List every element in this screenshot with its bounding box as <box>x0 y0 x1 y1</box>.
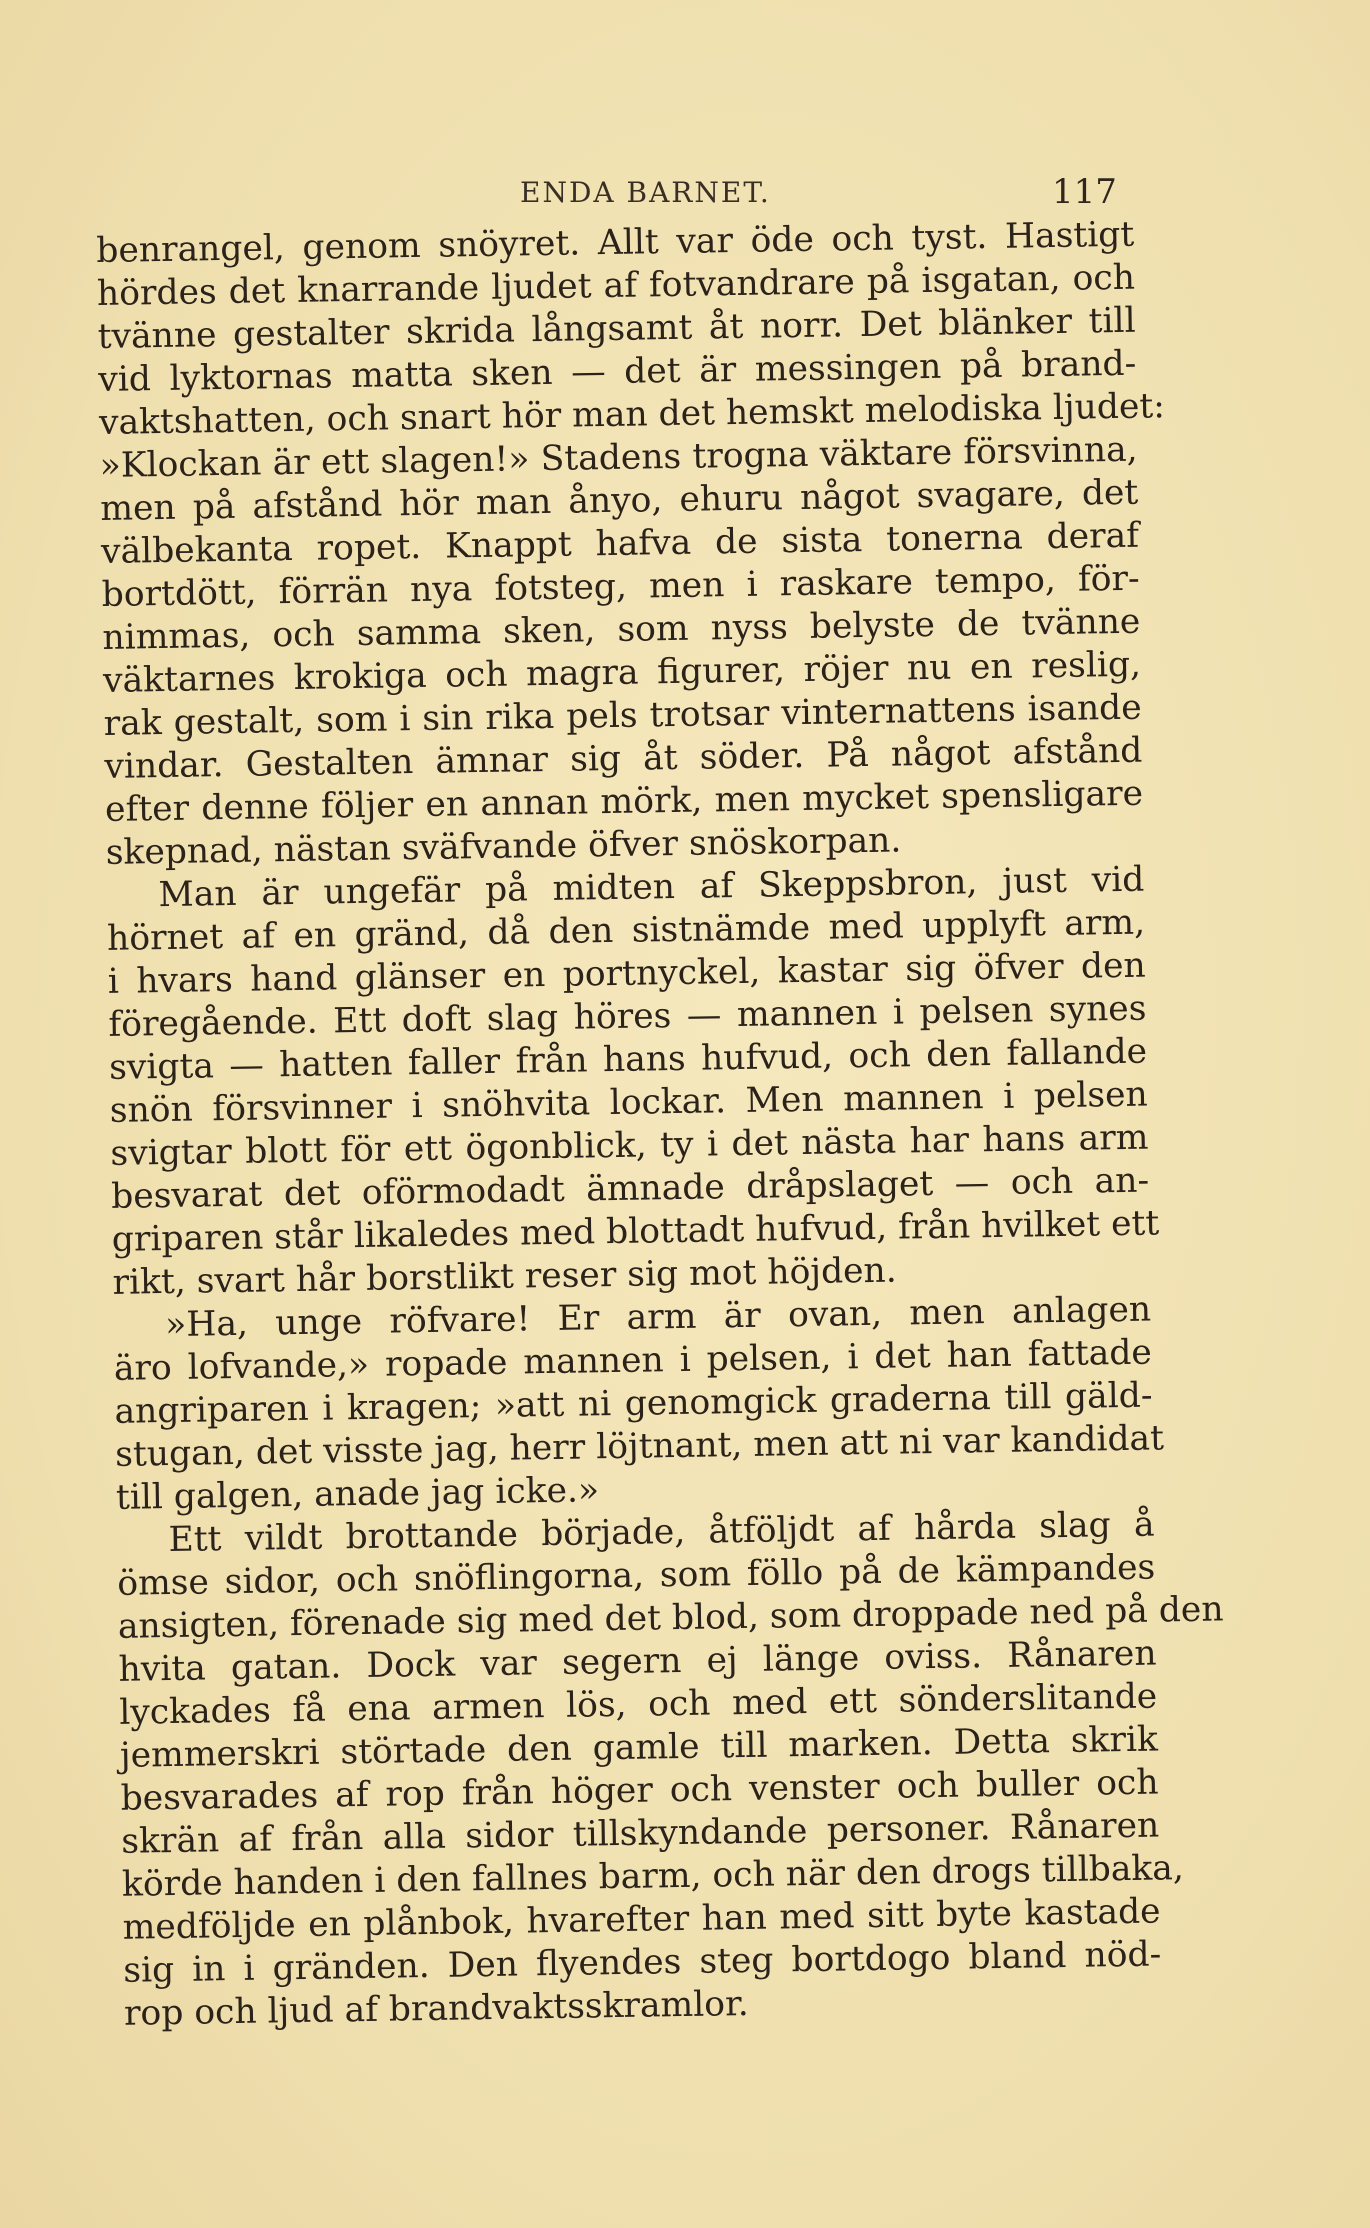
text-line: jemmerskri störtade den gamle till marken. Detta skrik <box>119 1719 1159 1776</box>
text-line: välbekanta ropet. Knappt hafva de sista tonerna deraf <box>100 515 1140 572</box>
body-text <box>96 214 1224 2036</box>
text-line: väktarnes krokiga och magra figurer, röjer nu en reslig, <box>102 644 1142 701</box>
text-line: besvarat det oförmodadt ämnade dråpslaget — och an- <box>110 1160 1150 1217</box>
text-line: i hvars hand glänser en portnyckel, kastar sig öfver den <box>107 945 1146 1002</box>
text-line: nimmas, och samma sken, som nyss belyste de tvänne <box>102 601 1141 658</box>
text-line: körde handen i den fallnes barm, och när den drogs tillbaka, <box>121 1848 1185 1905</box>
text-line: äro lofvande,» ropade mannen i pelsen, i det han fattade <box>113 1332 1153 1389</box>
text-line: rikt, svart hår borstlikt reser sig mot höjden. <box>112 1250 898 1303</box>
text-line: angriparen i kragen; »att ni genomgick graderna till gäld- <box>114 1375 1153 1432</box>
text-line: men på afstånd hör man ånyo, ehuru något svagare, det <box>100 472 1139 529</box>
text-line: besvarades af rop från höger och venster och buller och <box>120 1762 1159 1819</box>
text-line: rak gestalt, som i sin rika pels trotsar vinternattens isande <box>103 687 1142 744</box>
text-line: tvänne gestalter skrida långsamt åt norr. Det blänker till <box>97 300 1136 357</box>
text-line: till galgen, anade jag icke.» <box>115 1470 600 1518</box>
text-line: snön försvinner i snöhvita lockar. Men mannen i pelsen <box>109 1074 1149 1131</box>
text-line: svigta — hatten faller från hans hufvud, och den fallande <box>108 1031 1148 1088</box>
text-line: Man är ungefär på midten af Skeppsbron, just vid <box>158 859 1145 916</box>
text-line: föregående. Ett doft slag höres — mannen i pelsen synes <box>108 988 1147 1045</box>
text-line: »Ha, unge röfvare! Er arm är ovan, men anlagen <box>164 1289 1152 1346</box>
text-line: lyckades få ena armen lös, och med ett sönderslitande <box>118 1676 1158 1733</box>
text-line: griparen står likaledes med blottadt hufvud, från hvilket ett <box>111 1203 1160 1260</box>
text-line: efter denne följer en annan mörk, men mycket spensligare <box>104 773 1144 830</box>
text-line: sig in i gränden. Den flyendes steg bortdogo bland nöd- <box>123 1934 1162 1991</box>
page-number: 117 <box>1052 172 1117 212</box>
text-line: ömse sidor, och snöflingorna, som föllo på de kämpandes <box>116 1547 1156 1604</box>
text-line: benrangel, genom snöyret. Allt var öde och tyst. Hastigt <box>96 214 1135 271</box>
running-title: ENDA BARNET. <box>520 176 771 209</box>
text-line: medföljde en plånbok, hvarefter han med sitt byte kastade <box>122 1891 1161 1948</box>
text-line: bortdött, förrän nya fotsteg, men i raskare tempo, för- <box>101 558 1140 615</box>
text-line: hvita gatan. Dock var segern ej länge oviss. Rånaren <box>118 1633 1157 1690</box>
text-line: vindar. Gestalten ämnar sig åt söder. På något afstånd <box>104 730 1143 787</box>
text-line: svigtar blott för ett ögonblick, ty i det nästa har hans arm <box>110 1117 1149 1174</box>
text-line: rop och ljud af brandvaktsskramlor. <box>123 1983 750 2034</box>
text-line: skrän af från alla sidor tillskyndande personer. Rånaren <box>121 1805 1160 1862</box>
text-line: »Klockan är ett slagen!» Stadens trogna väktare försvinna, <box>99 429 1138 486</box>
text-line: vaktshatten, och snart hör man det hemskt melodiska ljudet: <box>98 386 1166 443</box>
text-line: ansigten, förenade sig med det blod, som droppade ned på den <box>117 1589 1224 1647</box>
text-line: hördes det knarrande ljudet af fotvandrare på isgatan, och <box>96 257 1136 314</box>
text-line: Ett vildt brottande började, åtföljdt af hårda slag å <box>168 1504 1155 1561</box>
text-line: stugan, det visste jag, herr löjtnant, men att ni var kandidat <box>114 1418 1165 1475</box>
text-line: hörnet af en gränd, då den sistnämde med upplyft arm, <box>106 902 1146 959</box>
text-line: skepnad, nästan sväfvande öfver snöskorpan. <box>105 820 902 873</box>
text-line: vid lyktornas matta sken — det är messingen på brand- <box>98 343 1137 400</box>
